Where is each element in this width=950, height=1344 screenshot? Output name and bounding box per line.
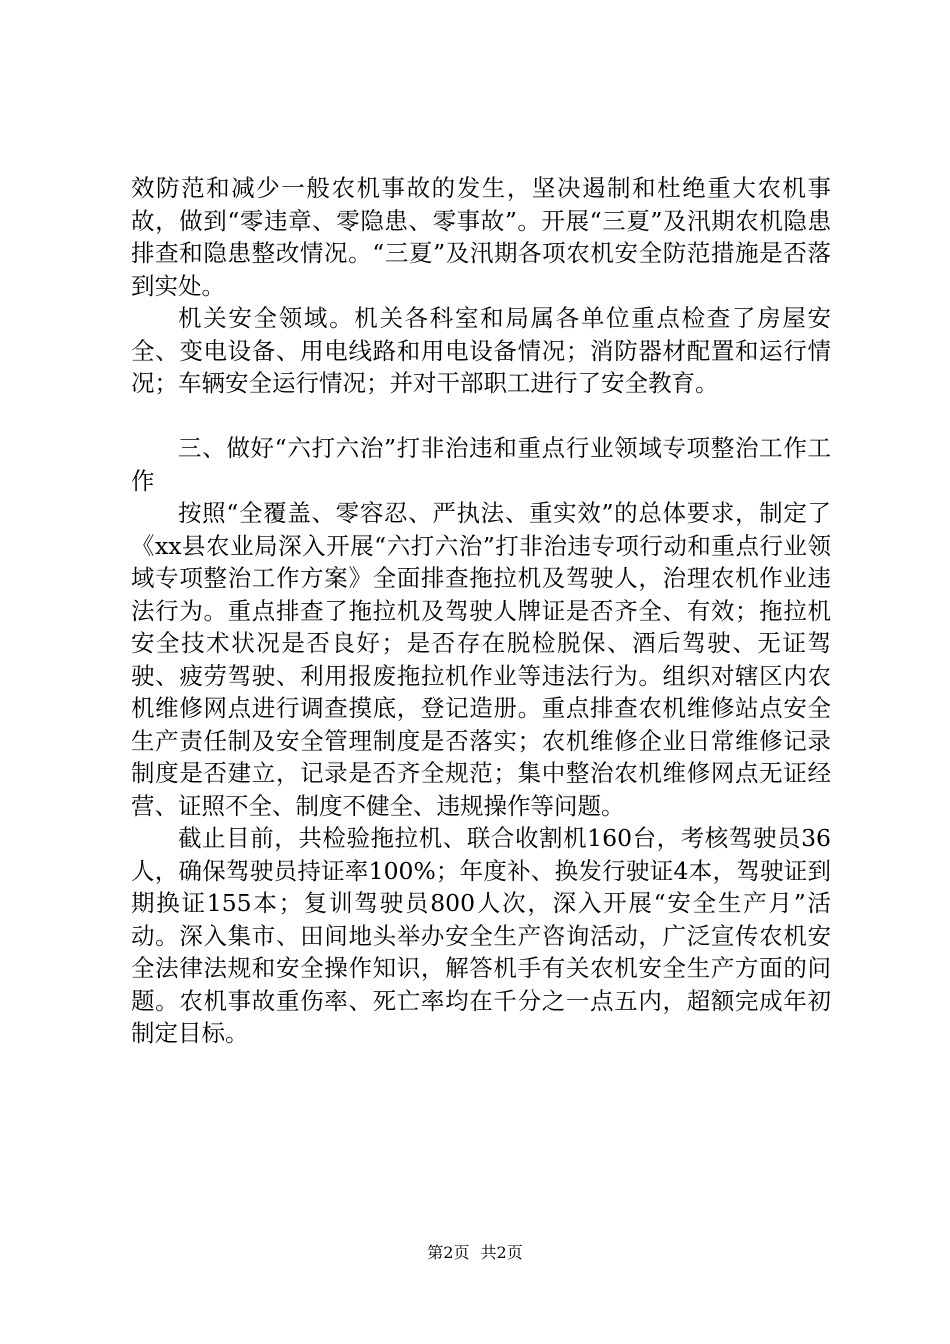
paragraph-office-safety: 机关安全领域。机关各科室和局属各单位重点检查了房屋安全、变电设备、用电线路和用电设备情况；消防器材配置和运行情况；车辆安全运行情况；并对干部职工进行了安全教育。 [131,304,831,397]
page-number: 第2页 [427,1243,470,1262]
paragraph-statistics: 截止目前，共检验拖拉机、联合收割机160台，考核驾驶员36人，确保驾驶员持证率100%；年度补、换发行驶证4本，驾驶证到期换证155本；复训驾驶员800人次，深入开展“安全生产月”活动。深入集市、田间地头举办安全生产咨询活动，广泛宣传农机安全法律法规和安全操作知识，解答机手有关农机安全生产方面的问题。农机事故重伤率、死亡率均在千分之一点五内，超额完成年初制定目标。 [131,824,831,1047]
page-total: 共2页 [480,1243,523,1262]
document-body [131,172,831,1050]
paragraph-accident-prevention: 效防范和减少一般农机事故的发生，坚决遏制和杜绝重大农机事故，做到“零违章、零隐患、零事故”。开展“三夏”及汛期农机隐患排查和隐患整改情况。“三夏”及汛期各项农机安全防范措施是否落到实处。 [131,174,831,300]
paragraph-rectification: 按照“全覆盖、零容忍、严执法、重实效”的总体要求，制定了《xx县农业局深入开展“六打六治”打非治违专项行动和重点行业领域专项整治工作方案》全面排查拖拉机及驾驶人，治理农机作业违法行为。重点排查了拖拉机及驾驶人牌证是否齐全、有效；拖拉机安全技术状况是否良好；是否存在脱检脱保、酒后驾驶、无证驾驶、疲劳驾驶、利用报废拖拉机作业等违法行为。组织对辖区内农机维修网点进行调查摸底，登记造册。重点排查农机维修站点安全生产责任制及安全管理制度是否落实；农机维修企业日常维修记录制度是否建立，记录是否齐全规范；集中整治农机维修网点无证经营、证照不全、制度不健全、违规操作等问题。 [131,499,831,820]
page-footer [0,1243,950,1263]
section-heading-3: 三、做好“六打六治”打非治违和重点行业领域专项整治工作工作 [131,434,831,495]
